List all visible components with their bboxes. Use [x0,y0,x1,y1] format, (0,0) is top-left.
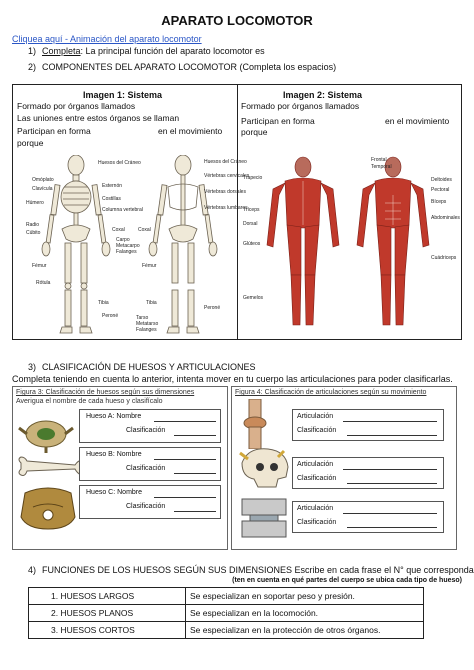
bone-c-class-label: Clasificación [126,503,166,510]
joint-card-3 [292,501,444,533]
label-omoplato: Omóplato [32,177,54,183]
question-number: 4) [28,565,37,575]
joint-2-name-label: Articulación [297,461,334,468]
label-radio: Radio [26,222,40,228]
label-craneo-back: Huesos del Cráneo [204,159,247,165]
label-abdominales: Abdominales [431,215,460,221]
question-4 [28,565,474,575]
image1-line3b: en el movimiento [158,126,223,136]
label-frontal: Frontal [371,157,387,163]
label-gemelos: Gemelos [243,295,264,301]
knee-joint-icon [236,399,276,449]
image1-line2: Las uniones entre estos órganos se llaman [17,113,180,123]
function-cell[interactable]: Se especializan en la protección de otros órganos. [186,622,424,639]
figure-4-title: Figura 4: Clasificación de articulaciones según su movimiento [235,389,427,396]
table-row [29,588,424,605]
function-cell[interactable]: Se especializan en la locomoción. [186,605,424,622]
joint-2-class-label: Clasificación [297,475,337,482]
label-cuadriceps: Cuádriceps [431,255,457,261]
bone-a-name-line[interactable] [154,421,216,422]
joint-1-name-line[interactable] [343,421,437,422]
bone-c-name-line[interactable] [154,497,216,498]
label-femur-back: Fémur [142,263,157,269]
label-temporal: Temporal [371,164,392,170]
label-metatarso: Metatarso [136,321,159,327]
skull-joint-icon [234,445,294,491]
image2-line3a: Participan en forma [241,116,315,126]
label-deltoides: Deltoides [431,177,452,183]
joint-3-name-label: Articulación [297,505,334,512]
label-rotula: Rótula [36,280,51,286]
joint-1-class-label: Clasificación [297,427,337,434]
question-text: FUNCIONES DE LOS HUESOS SEGÚN SUS DIMENSIONES Escribe en cada frase el N° que corresponda [42,565,474,575]
label-esternon: Esternón [102,183,123,189]
label-triceps: Tríceps [243,207,260,213]
question-text: COMPONENTES DEL APARATO LOCOMOTOR (Completa los espacios) [42,62,337,72]
image1-line3a: Participan en forma [17,126,91,136]
label-trapecio: Trapecio [243,175,263,181]
question-1 [28,46,265,56]
muscles-icon [243,155,457,337]
table-row [29,622,424,639]
table-row [29,605,424,622]
label-perone: Peroné [102,313,119,319]
label-carpo: Carpo [116,237,130,243]
question-3 [28,362,256,372]
question-text: : La principal función del aparato locomotor es [80,46,265,56]
image1-title: Imagen 1: Sistema [83,90,163,100]
bone-card-a [79,409,221,443]
label-costillas: Costillas [102,196,121,202]
label-lumbares: Vértebras lumbares [204,205,248,211]
figure-4 [231,386,457,550]
joint-card-1 [292,409,444,441]
label-falanges-pie: Falanges [136,327,157,333]
figure-3 [12,386,228,550]
figure-3-subtitle: Averigua el nombre de cada hueso y clasifícalo [16,398,163,405]
figure-3-title: Figura 3: Clasificación de huesos según sus dimensiones [16,389,195,396]
question-number: 3) [28,362,37,372]
joint-3-class-line[interactable] [347,527,437,528]
label-biceps: Bíceps [431,199,447,205]
question-2 [28,62,336,72]
question-number: 1) [28,46,37,56]
label-pectoral: Pectoral [431,187,450,193]
long-bone-icon [15,455,87,479]
bone-type-cell: 1. HUESOS LARGOS [29,588,186,605]
label-femur: Fémur [32,263,47,269]
bone-a-name-label: Hueso A: Nombre [86,413,142,420]
joint-2-class-line[interactable] [347,483,437,484]
animation-link[interactable]: Cliquea aquí - Animación del aparato locomotor [12,34,202,44]
spine-joint-icon [236,497,292,541]
label-dorsales: Vértebras dorsales [204,189,246,195]
bone-functions-table [28,587,424,639]
question-3-instructions: Completa teniendo en cuenta lo anterior, intenta mover en tu cuerpo las articulaciones para poder clasificarlas. [12,374,453,384]
function-cell[interactable]: Se especializan en soportar peso y presión. [186,588,424,605]
label-tibia: Tibia [98,300,109,306]
bone-c-class-line[interactable] [174,511,216,512]
components-box [12,84,462,340]
joint-2-name-line[interactable] [343,469,437,470]
column-divider [237,85,238,339]
bone-b-class-line[interactable] [174,473,216,474]
joint-1-name-label: Articulación [297,413,334,420]
label-gluteos: Glúteos [243,241,261,247]
joint-1-class-line[interactable] [347,435,437,436]
label-tarso: Tarso [136,315,149,321]
vertebra-icon [17,412,75,454]
label-dorsal: Dorsal [243,221,258,227]
label-perone-back: Peroné [204,305,221,311]
bone-a-class-label: Clasificación [126,427,166,434]
bone-type-cell: 2. HUESOS PLANOS [29,605,186,622]
question-number: 2) [28,62,37,72]
bone-b-name-line[interactable] [154,459,216,460]
question-text: CLASIFICACIÓN DE HUESOS Y ARTICULACIONES [42,362,256,372]
image2-line4: porque [241,127,268,137]
label-coxal: Coxal [112,227,125,233]
label-coxal-back: Coxal [138,227,151,233]
image1-line1: Formado por órganos llamados [17,101,136,111]
bone-b-name-label: Hueso B: Nombre [86,451,142,458]
label-tibia-back: Tibia [146,300,157,306]
bone-a-class-line[interactable] [174,435,216,436]
label-humero: Húmero [26,200,44,206]
joint-3-class-label: Clasificación [297,519,337,526]
joint-card-2 [292,457,444,489]
label-falanges: Falanges [116,249,137,255]
label-metacarpo: Metacarpo [116,243,140,249]
bone-type-cell: 3. HUESOS CORTOS [29,622,186,639]
label-cervicales: Vértebras cervicales [204,173,250,179]
skeleton-illustration [18,155,250,337]
label-cubito: Cúbito [26,230,41,236]
image2-line1: Formado por órganos llamados [241,101,360,111]
bone-card-b [79,447,221,481]
completa-word: Completa [42,46,81,56]
muscle-illustration [243,155,460,337]
label-clavicula: Clavícula [32,186,53,192]
joint-3-name-line[interactable] [343,513,437,514]
label-columna: Columna vertebral [102,207,143,213]
label-craneo: Huesos del Cráneo [98,160,141,166]
question-4-note: (ten en cuenta en qué partes del cuerpo se ubica cada tipo de hueso) [232,577,462,584]
image2-title: Imagen 2: Sistema [283,90,363,100]
image1-line4: porque [17,138,44,148]
bone-b-class-label: Clasificación [126,465,166,472]
image2-line3b: en el movimiento [385,116,450,126]
bone-card-c [79,485,221,519]
page-title: APARATO LOCOMOTOR [161,13,313,28]
bone-c-name-label: Hueso C: Nombre [86,489,143,496]
flat-bone-icon [19,483,77,533]
